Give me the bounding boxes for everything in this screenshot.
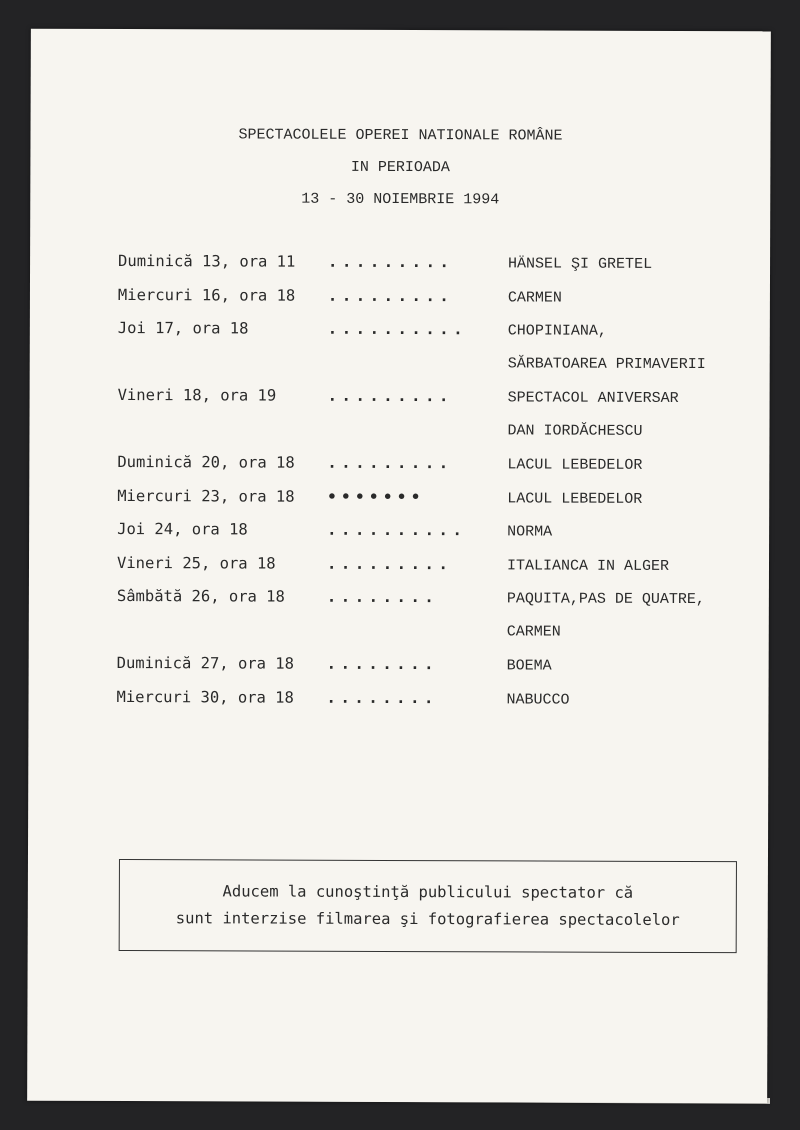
leader-dots: .......... bbox=[327, 319, 468, 339]
schedule-row bbox=[118, 245, 758, 281]
performance-title: BOEMA bbox=[506, 657, 552, 675]
leader-dots: ......... bbox=[328, 252, 454, 272]
performance-title-continuation: SĂRBATOAREA PRIMAVERII bbox=[507, 354, 706, 373]
performance-title: LACUL LEBEDELOR bbox=[507, 489, 643, 508]
performance-date-time: Joi 24, ora 18 bbox=[117, 520, 248, 539]
notice-box bbox=[119, 859, 737, 953]
performance-date-time: Sâmbătă 26, ora 18 bbox=[116, 587, 285, 606]
header-period-label: IN PERIOADA bbox=[350, 158, 450, 177]
notice-line-2: sunt interzise filmarea şi fotografierea spectacolelor bbox=[175, 909, 680, 929]
performance-date-time: Vineri 25, ora 18 bbox=[116, 553, 276, 573]
performance-date-time: Duminică 13, ora 11 bbox=[118, 252, 296, 271]
schedule-row bbox=[117, 513, 757, 549]
leader-dots: .......... bbox=[327, 520, 467, 540]
performance-title-continuation: CARMEN bbox=[506, 622, 561, 641]
schedule-row bbox=[117, 446, 757, 482]
performance-date-time: Vineri 18, ora 19 bbox=[117, 386, 277, 405]
schedule-list bbox=[116, 245, 758, 716]
leader-dots: ••••••• bbox=[327, 487, 425, 506]
schedule-row bbox=[116, 681, 756, 717]
schedule-row bbox=[118, 379, 758, 415]
header-dates: 13 - 30 NOIEMBRIE 1994 bbox=[301, 190, 500, 209]
performance-title: CHOPINIANA, bbox=[507, 322, 607, 340]
leader-dots: ........ bbox=[326, 654, 439, 674]
performance-title: SPECTACOL ANIVERSAR bbox=[507, 389, 679, 407]
schedule-row bbox=[117, 547, 757, 583]
performance-title: ITALIANCA IN ALGER bbox=[506, 556, 670, 575]
performance-title: NORMA bbox=[507, 523, 553, 541]
performance-date-time: Joi 17, ora 18 bbox=[117, 319, 249, 338]
program-sheet bbox=[27, 29, 771, 1104]
header-title: SPECTACOLELE OPEREI NATIONALE ROMÂNE bbox=[238, 126, 563, 145]
leader-dots: ........ bbox=[326, 688, 439, 707]
performance-date-time: Miercuri 30, ora 18 bbox=[116, 687, 294, 707]
leader-dots: ......... bbox=[327, 453, 453, 473]
program-header bbox=[30, 119, 770, 218]
performance-title: PAQUITA,PAS DE QUATRE, bbox=[506, 590, 705, 609]
performance-date-time: Miercuri 23, ora 18 bbox=[117, 486, 295, 506]
leader-dots: ......... bbox=[327, 286, 454, 305]
performance-title: LACUL LEBEDELOR bbox=[507, 456, 643, 474]
notice-line-1: Aducem la cunoştinţă publicului spectator că bbox=[222, 882, 634, 902]
performance-title-continuation: DAN IORDĂCHESCU bbox=[507, 421, 643, 440]
schedule-row bbox=[118, 312, 758, 348]
schedule-row bbox=[117, 580, 757, 616]
performance-date-time: Duminică 27, ora 18 bbox=[116, 654, 295, 673]
performance-date-time: Miercuri 16, ora 18 bbox=[117, 285, 296, 305]
performance-title: HÄNSEL ŞI GRETEL bbox=[508, 255, 653, 273]
schedule-row bbox=[117, 647, 757, 683]
performance-title: NABUCCO bbox=[506, 690, 570, 709]
leader-dots: ......... bbox=[326, 554, 453, 573]
schedule-row bbox=[117, 480, 757, 516]
leader-dots: ......... bbox=[327, 386, 454, 406]
leader-dots: ........ bbox=[326, 587, 439, 607]
schedule-row bbox=[118, 279, 758, 315]
performance-date-time: Duminică 20, ora 18 bbox=[117, 453, 295, 472]
performance-title: CARMEN bbox=[507, 288, 562, 307]
